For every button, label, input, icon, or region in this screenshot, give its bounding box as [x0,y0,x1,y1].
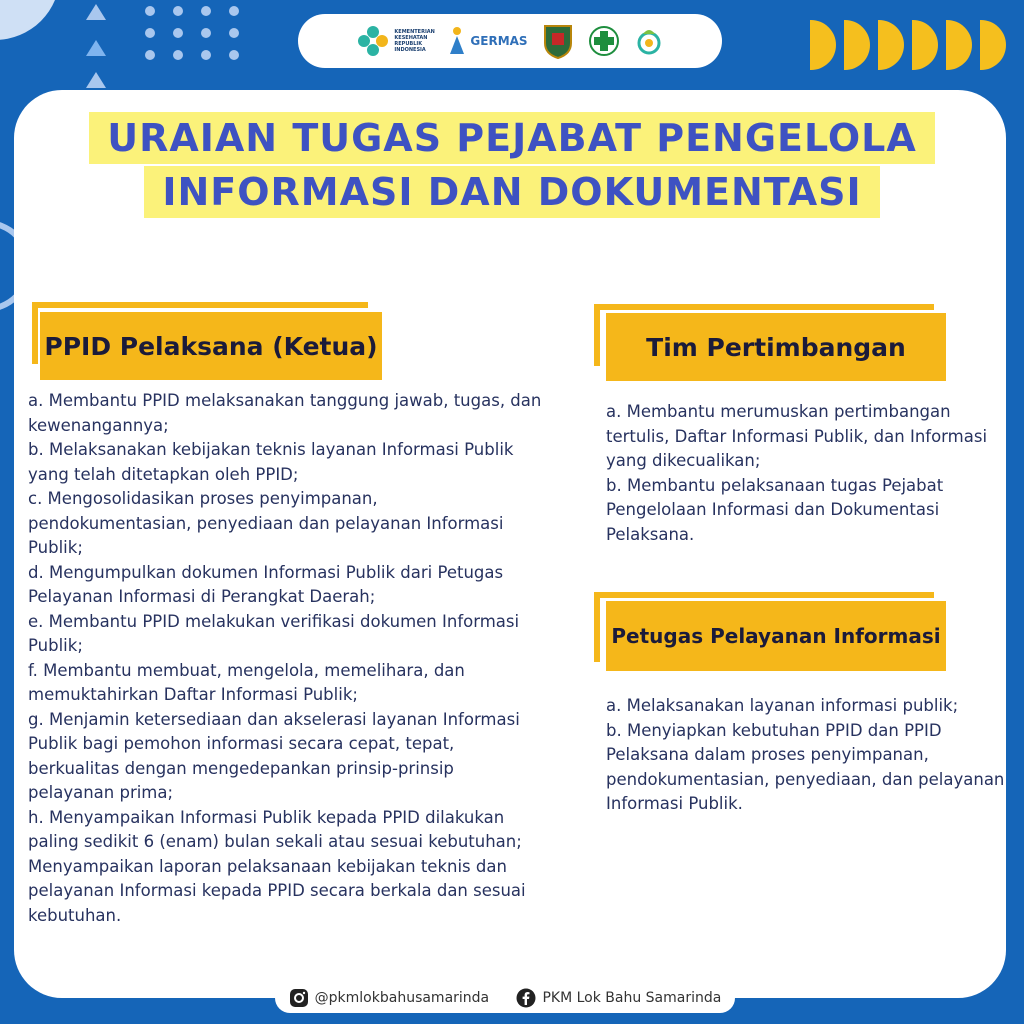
facebook-name: PKM Lok Bahu Samarinda [542,990,722,1006]
kemenkes-text: KEMENTERIAN KESEHATAN REPUBLIK INDONESIA [394,29,435,53]
decor-triangle [86,72,106,88]
list-item: e. Membantu PPID melakukan verifikasi dokumen Informasi Publik; [28,611,520,655]
list-item: b. Melaksanakan kebijakan teknis layanan Informasi Publik yang telah ditetapkan oleh PPID; [28,440,514,484]
decor-dots [145,6,241,60]
kemenkes-icon [356,24,390,58]
logo-bar [298,14,722,68]
right-top-header-accent [598,304,934,310]
instagram-handle: @pkmlokbahusamarinda [314,990,490,1006]
left-header-accent [32,302,38,364]
instagram-link[interactable] [289,988,489,1008]
petugas-pelayanan-header: Petugas Pelayanan Informasi [606,601,946,671]
city-emblem-icon [542,23,574,59]
list-item: c. Mengosolidasikan proses penyimpanan, pendokumentasian, penyediaan dan pelayanan Informasi Publik; [28,489,504,557]
facebook-icon [516,988,536,1008]
tim-pertimbangan-header: Tim Pertimbangan [606,313,946,381]
tim-pertimbangan-list [606,400,996,547]
petugas-pelayanan-list [606,694,1006,817]
list-item: Menyampaikan laporan pelaksanaan kebijakan teknis dan pelayanan Informasi kepada PPID secara berkala dan sesuai kebutuhan. [28,856,526,925]
ppid-pelaksana-list [28,389,544,928]
footer-social [275,983,735,1013]
decor-half-circles [810,20,1006,70]
right-bottom-header-accent [594,592,600,662]
list-item: a. Membantu PPID melaksanakan tanggung jawab, tugas, dan kewenangannya; [28,391,542,435]
right-top-header-accent [594,304,600,366]
list-item: b. Membantu pelaksanaan tugas Pejabat Pengelolaan Informasi dan Dokumentasi Pelaksana. [606,475,944,544]
instagram-icon [289,988,309,1008]
list-item: b. Menyiapkan kebutuhan PPID dan PPID Pelaksana dalam proses penyimpanan, pendokumentasian, penyediaan, dan pelayanan Informasi Publik. [606,720,1005,813]
left-header-accent [38,302,368,308]
list-item: a. Membantu merumuskan pertimbangan tertulis, Daftar Informasi Publik, dan Informasi yang dikecualikan; [606,402,988,470]
right-bottom-header-accent [598,592,934,598]
title-line-1: URAIAN TUGAS PEJABAT PENGELOLA [89,112,935,164]
kemenkes-logo [356,24,434,58]
decor-circle-top-left [0,0,60,40]
decor-triangle [86,4,106,20]
facebook-link[interactable] [516,988,721,1008]
title-line-2: INFORMASI DAN DOKUMENTASI [144,166,879,218]
list-item: f. Membantu membuat, mengelola, memelihara, dan memuktahirkan Daftar Informasi Publik; [28,660,465,704]
puskesmas-cross-icon [588,25,620,57]
germas-logo [448,26,527,56]
page-title [0,112,1024,218]
list-item: a. Melaksanakan layanan informasi publik; [606,696,959,715]
ppid-pelaksana-header: PPID Pelaksana (Ketua) [40,312,382,380]
list-item: h. Menyampaikan Informasi Publik kepada PPID dilakukan paling sedikit 6 (enam) bulan sekali atau sesuai kebutuhan; [28,807,522,851]
germas-icon [448,26,466,56]
list-item: d. Mengumpulkan dokumen Informasi Publik dari Petugas Pelayanan Informasi di Perangkat Daerah; [28,562,504,606]
germas-text: GERMAS [470,34,528,48]
list-item: g. Menjamin ketersediaan dan akselerasi layanan Informasi Publik bagi pemohon informasi secara cepat, tepat, berkualitas dengan mengedepankan prinsip-prinsip pelayanan prima; [28,709,520,802]
lok-bahu-logo-icon [634,26,664,56]
decor-triangle [86,40,106,56]
